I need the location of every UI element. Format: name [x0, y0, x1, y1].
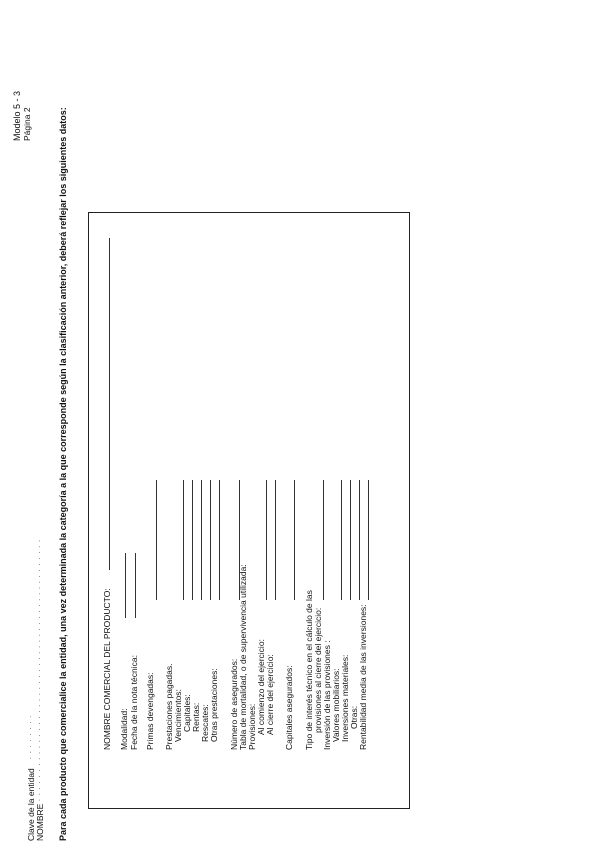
interest-rate-label-1: Tipo de interés técnico en el cálculo de las: [304, 590, 314, 750]
technical-note-date-line: [135, 553, 136, 618]
maturities-line: [183, 480, 184, 600]
entity-key-label: Clave de la entidad: [26, 768, 36, 841]
others-label: Otras:: [349, 705, 359, 729]
annuities-line: [201, 480, 202, 600]
provisions-label: Provisiones:: [247, 703, 257, 750]
page-number: Página 2: [22, 107, 32, 141]
product-name-line: [109, 238, 110, 570]
annuities-label: Rentas:: [191, 702, 201, 732]
technical-note-date-label: Fecha de la nota técnica:: [129, 655, 139, 750]
product-name-label: NOMBRE COMERCIAL DEL PRODUCTO:: [102, 588, 112, 750]
benefits-paid-label: Prestaciones pagadas.: [164, 663, 174, 750]
interest-rate-label-2: provisiones al cierre del ejercicio:: [313, 607, 323, 733]
avg-return-label: Rentabilidad media de las inversiones:: [358, 604, 368, 750]
other-benefits-line: [219, 480, 220, 600]
modality-label: Modalidad:: [119, 708, 129, 750]
maturities-label: Vencimientos:: [173, 689, 183, 742]
real-investments-label: Inversiones materiales:: [340, 654, 350, 742]
securities-line: [341, 480, 342, 600]
accrued-premiums-label: Primas devengadas:: [145, 672, 155, 750]
interest-rate-line: [323, 480, 324, 600]
instruction-text: Para cada producto que comercialice la entidad, una vez determinada la categoría a la que corresponde según la clasificación anterior, deberá reflejar los siguientes datos:: [58, 107, 68, 841]
insured-capital-label: Capitales asegurados:: [284, 665, 294, 750]
product-form-box: [88, 212, 410, 809]
provisions-investment-label: Inversión de las provisiones :: [322, 640, 332, 750]
capitals-label: Capitales:: [182, 694, 192, 732]
insured-capital-line: [294, 480, 295, 600]
provisions-start-label: Al comienzo del ejercicio:: [256, 639, 266, 735]
modality-line: [125, 553, 126, 618]
insured-count-label: Número de asegurados:: [229, 658, 239, 750]
avg-return-line: [368, 480, 369, 600]
benefits-paid-line: [156, 480, 157, 600]
model-number: Modelo 5 - 3: [12, 90, 22, 141]
provisions-end-line: [275, 480, 276, 600]
name-dots: . . . . . . . . . . . . . . . . . . . . . . . . . . . . . . . . . . . . . . . . . . . . .: [35, 538, 42, 801]
insured-count-line: [239, 480, 240, 600]
provisions-start-line: [266, 480, 267, 600]
surrenders-label: Rescates:: [200, 704, 210, 742]
provisions-end-label: Al cierre del ejercicio:: [265, 654, 275, 735]
capitals-line: [192, 480, 193, 600]
other-benefits-label: Otras prestaciones:: [209, 668, 219, 742]
mortality-table-label: Tabla de mortalidad, o de supervivencia utilizada:: [238, 564, 248, 750]
real-investments-line: [350, 480, 351, 600]
surrenders-line: [210, 480, 211, 600]
name-label: NOMBRE: [35, 803, 45, 841]
securities-label: Valores mobiliarios:: [331, 668, 341, 742]
entity-key-dots: . . . . . . . .: [26, 714, 33, 759]
others-line: [359, 480, 360, 600]
